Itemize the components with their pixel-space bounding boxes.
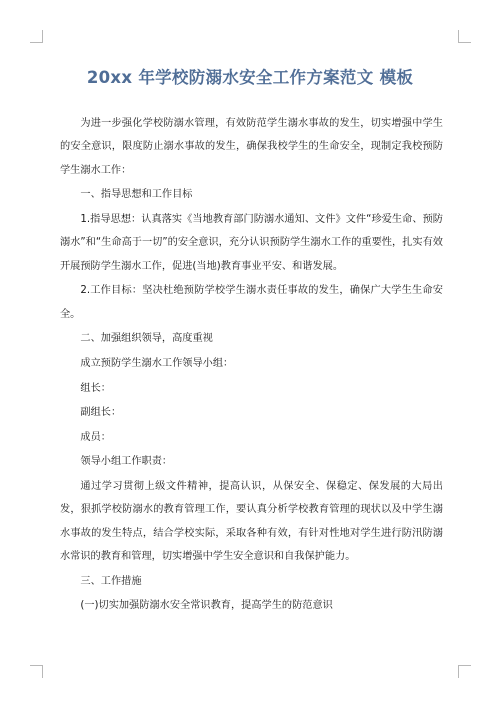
section-heading-1: 一、指导思想和工作目标 (80, 189, 193, 201)
members-line: 成员： (80, 431, 111, 443)
guiding-ideology-paragraph: 1.指导思想：认真落实《当地教育部门防溺水通知、文件》文件“珍爱生命、预防溺水”和“生命高于一切”的安全意识，充分认识预防学生溺水工作的重要性，扎实有效开展预防学生溺水工作，促进(当地)教育事业平安、和谐发展。 (60, 214, 443, 272)
intro-paragraph: 为进一步强化学校防溺水管理，有效防范学生溺水事故的发生，切实增强中学生的安全意识，限度防止溺水事故的发生，确保我校学生的生命安全，现制定我校预防学生溺水工作： (60, 118, 443, 176)
section-heading-3: 三、工作措施 (80, 575, 142, 587)
crop-mark-bottom-left (30, 665, 43, 678)
measure-1-heading: (一)切实加强防溺水安全常识教育，提高学生的防范意识 (80, 600, 333, 612)
leading-group-paragraph: 成立预防学生溺水工作领导小组： (80, 358, 234, 369)
document-body (60, 112, 443, 618)
crop-mark-top-left (30, 30, 43, 43)
work-goal-paragraph: 2.工作目标：坚决杜绝预防学校学生溺水责任事故的发生，确保广大学生生命安全。 (60, 285, 443, 320)
crop-mark-bottom-right (458, 665, 471, 678)
group-duties-line: 领导小组工作职责： (80, 456, 173, 468)
crop-mark-top-right (458, 30, 471, 43)
duties-paragraph: 通过学习贯彻上级文件精神，提高认识，从保安全、保稳定、保发展的大局出发，狠抓学校防溺水的教育管理工作，要认真分析学校教育管理的现状以及中学生溺水事故的发生特点，结合学校实际，采取各种有效，有针对性地对学生进行防汛防溺水常识的教育和管理，切实增强中学生安全意识和自我保护能力。 (60, 480, 443, 563)
section-heading-2: 二、加强组织领导，高度重视 (80, 333, 213, 345)
group-leader-line: 组长： (80, 382, 111, 394)
deputy-leader-line: 副组长： (80, 407, 122, 419)
document-title: 20xx 年学校防溺水安全工作方案范文 模板 (86, 68, 414, 87)
